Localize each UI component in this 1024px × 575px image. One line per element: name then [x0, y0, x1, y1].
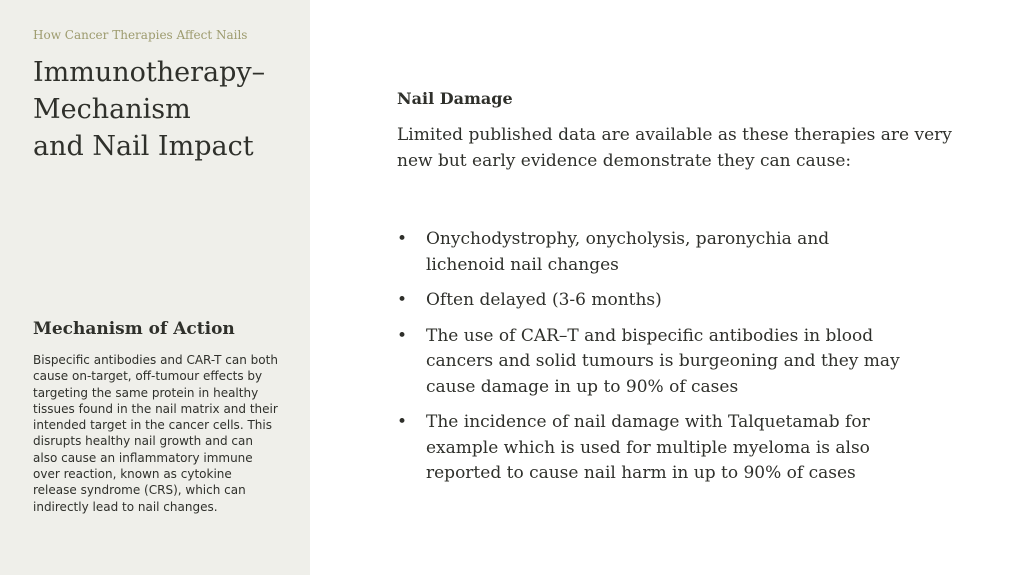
- bullet-text: The use of CAR–T and bispecific antibodies in blood cancers and solid tumours is burgeoning and they may cause damage in up to 90% of cases: [426, 325, 900, 397]
- title-line-3: and Nail Impact: [33, 131, 254, 162]
- page-title: [33, 54, 303, 165]
- list-item: [397, 288, 937, 314]
- list-item: [397, 410, 916, 487]
- bullet-icon: •: [397, 325, 408, 346]
- bullet-text: Often delayed (3-6 months): [426, 290, 662, 310]
- bullet-text: The incidence of nail damage with Talquetamab for example which is used for multiple myeloma is also reported to cause nail harm in up to 90% of cases: [426, 412, 870, 483]
- bullet-text: Onychodystrophy, onycholysis, paronychia and lichenoid nail changes: [426, 229, 830, 275]
- bullet-icon: •: [397, 290, 408, 310]
- sidebar-panel: [0, 0, 310, 575]
- section-kicker: How Cancer Therapies Affect Nails: [33, 28, 248, 42]
- mechanism-heading: Mechanism of Action: [33, 319, 235, 339]
- list-item: [397, 227, 846, 278]
- mechanism-text: Bispecific antibodies and CAR-T can both cause on-target, off-tumour effects by targeting the same protein in healthy tissues found in the nail matrix and their intended target in the cancer cells. This disrupts healthy nail growth and can also cause an inflammatory immune over reaction, known as cytokine release syndrome (CRS), which can indirectly lead to nail changes.: [33, 353, 278, 514]
- intro-text: Limited published data are available as these therapies are very new but early evidence demonstrate they can cause:: [397, 125, 952, 171]
- bullet-icon: •: [397, 229, 408, 249]
- title-line-1: Immunotherapy–: [33, 57, 266, 88]
- nail-damage-heading: Nail Damage: [397, 89, 513, 108]
- title-line-2: Mechanism: [33, 94, 191, 125]
- bullet-icon: •: [397, 412, 408, 432]
- bullet-list: [397, 227, 937, 497]
- list-item: [397, 324, 931, 401]
